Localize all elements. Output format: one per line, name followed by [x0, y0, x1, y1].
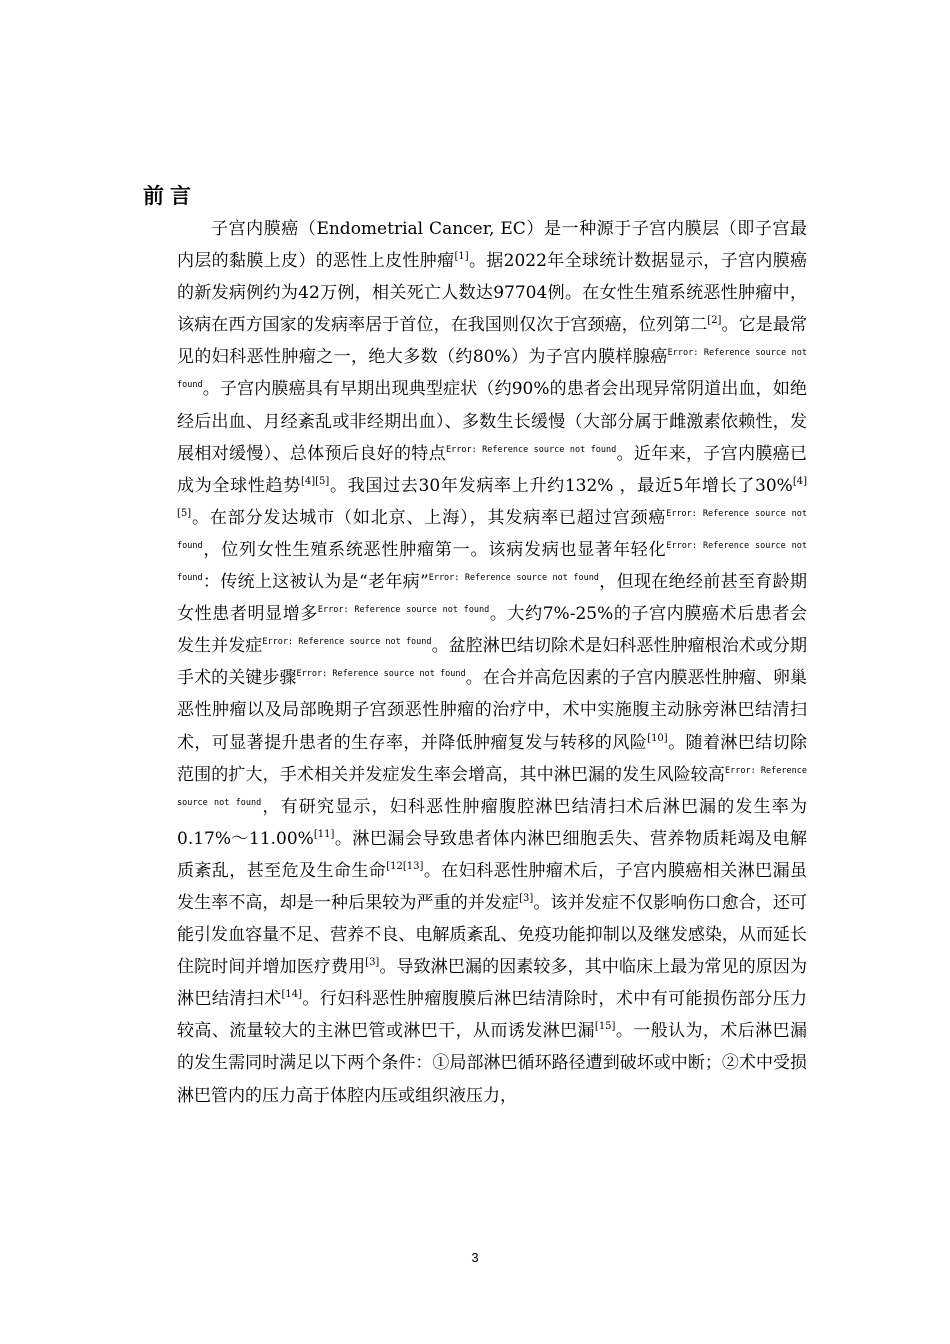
citation: [4][5]	[300, 475, 330, 487]
section-heading: 前言	[143, 184, 197, 208]
citation: [1]	[454, 251, 469, 263]
reference-error: Error: Reference source not found	[177, 508, 808, 551]
text-run: 。在合并高危因素的子宫内膜恶性肿瘤、卵巢恶性肿瘤以及局部晚期子宫颈恶性肿瘤的治疗中，术中实施腹主动脉旁淋巴结清扫术，可显著提升患者的生存率，并降低肿瘤复发与转移的风险	[177, 668, 808, 753]
text-run: ，但现在绝经前甚至育龄期女性患者明显增多	[177, 572, 807, 625]
citation: [3]	[365, 957, 380, 969]
text-run: 。在妇科恶性肿瘤术后，子宫内膜癌相关淋巴漏虽发生率不高，却是一种后果较为严重的并发症	[177, 860, 808, 913]
text-run: 。一般认为，术后淋巴漏的发生需同时满足以下两个条件：①局部淋巴循环路径遭到破坏或中断；②术中受损淋巴管内的压力高于体腔内压或组织液压力，	[177, 1021, 807, 1106]
reference-error: Error: Reference source not found	[177, 348, 807, 391]
citation: [2]	[707, 315, 722, 327]
text-run: ：传统上这被认为是“老年病”	[202, 572, 429, 593]
text-run: 。随着淋巴结切除范围的扩大，手术相关并发症发生率会增高，其中淋巴漏的发生风险较高	[177, 732, 808, 785]
text-run: 。该并发症不仅影响伤口愈合，还可能引发血容量不足、营养不良、电解质紊乱、免疫功能抑制以及继发感染，从而延长住院时间并增加医疗费用	[177, 892, 808, 978]
citation: [11]	[313, 828, 335, 840]
text-run: 子宫内膜癌（Endometrial Cancer, EC）是一种源于子宫内膜层（即子宫最内层的黏膜上皮）的恶性上皮性肿瘤	[177, 219, 807, 272]
text-run: 。它是最常见的妇科恶性肿瘤之一，绝大多数（约80%）为子宫内膜样腺癌	[177, 315, 808, 368]
text-run: 。在部分发达城市（如北京、上海），其发病率已超过宫颈癌	[191, 507, 667, 528]
reference-error: Error: Reference source not found	[296, 669, 466, 680]
text-run: ，有研究显示，妇科恶性肿瘤腹腔淋巴结清扫术后淋巴漏的发生率为 0.17%～11.00%	[177, 796, 807, 849]
text-run: ，位列女性生殖系统恶性肿瘤第一。该病发病也显著年轻化	[202, 539, 667, 560]
reference-error: Error: Reference source not found	[317, 605, 490, 616]
text-run: 。盆腔淋巴结切除术是妇科恶性肿瘤根治术或分期手术的关键步骤	[177, 636, 807, 689]
citation: [15]	[594, 1021, 616, 1033]
citation: [14]	[281, 989, 303, 1001]
citation: [12[13]	[386, 860, 424, 872]
reference-error: Error: Reference source not found	[445, 444, 617, 455]
reference-error: Error: Reference source not found	[177, 540, 808, 584]
page-number: 3	[471, 1250, 479, 1265]
reference-error: Error: Reference source not found	[177, 765, 807, 808]
citation: [3]	[519, 892, 534, 904]
text-run: 。我国过去30年发病率上升约132% ，最近5年增长了30%	[329, 475, 793, 496]
citation: [10]	[647, 732, 668, 744]
text-run: 。近年来，子宫内膜癌已成为全球性趋势	[177, 443, 807, 496]
reference-error: Error: Reference source not found	[428, 573, 599, 584]
reference-error: Error: Reference source not found	[262, 637, 432, 648]
text-run: 。淋巴漏会导致患者体内淋巴细胞丢失、营养物质耗竭及电解质紊乱，甚至危及生命生命	[177, 828, 808, 881]
text-run: 。子宫内膜癌具有早期出现典型症状（约90%的患者会出现异常阴道出血，如绝经后出血、月经紊乱或非经期出血）、多数生长缓慢（大部分属于雌激素依赖性，发展相对缓慢）、总体预后良好的特点	[177, 379, 807, 464]
text-run: 。导致淋巴漏的因素较多，其中临床上最为常见的原因为淋巴结清扫术	[177, 957, 808, 1010]
text-run: 。据2022年全球统计数据显示，子宫内膜癌的新发病例约为42万例，相关死亡人数达97704例。在女性生殖系统恶性肿瘤中，该病在西方国家的发病率居于首位，在我国则仅次于宫颈癌，位列第二	[177, 251, 808, 336]
citation: [4][5]	[177, 475, 808, 519]
body-paragraph	[177, 213, 807, 1112]
text-run: 。大约7%-25%的子宫内膜癌术后患者会发生并发症	[177, 604, 807, 657]
text-run: 。行妇科恶性肿瘤腹膜后淋巴结清除时，术中有可能损伤部分压力较高、流量较大的主淋巴管或淋巴干，从而诱发淋巴漏	[177, 989, 808, 1042]
